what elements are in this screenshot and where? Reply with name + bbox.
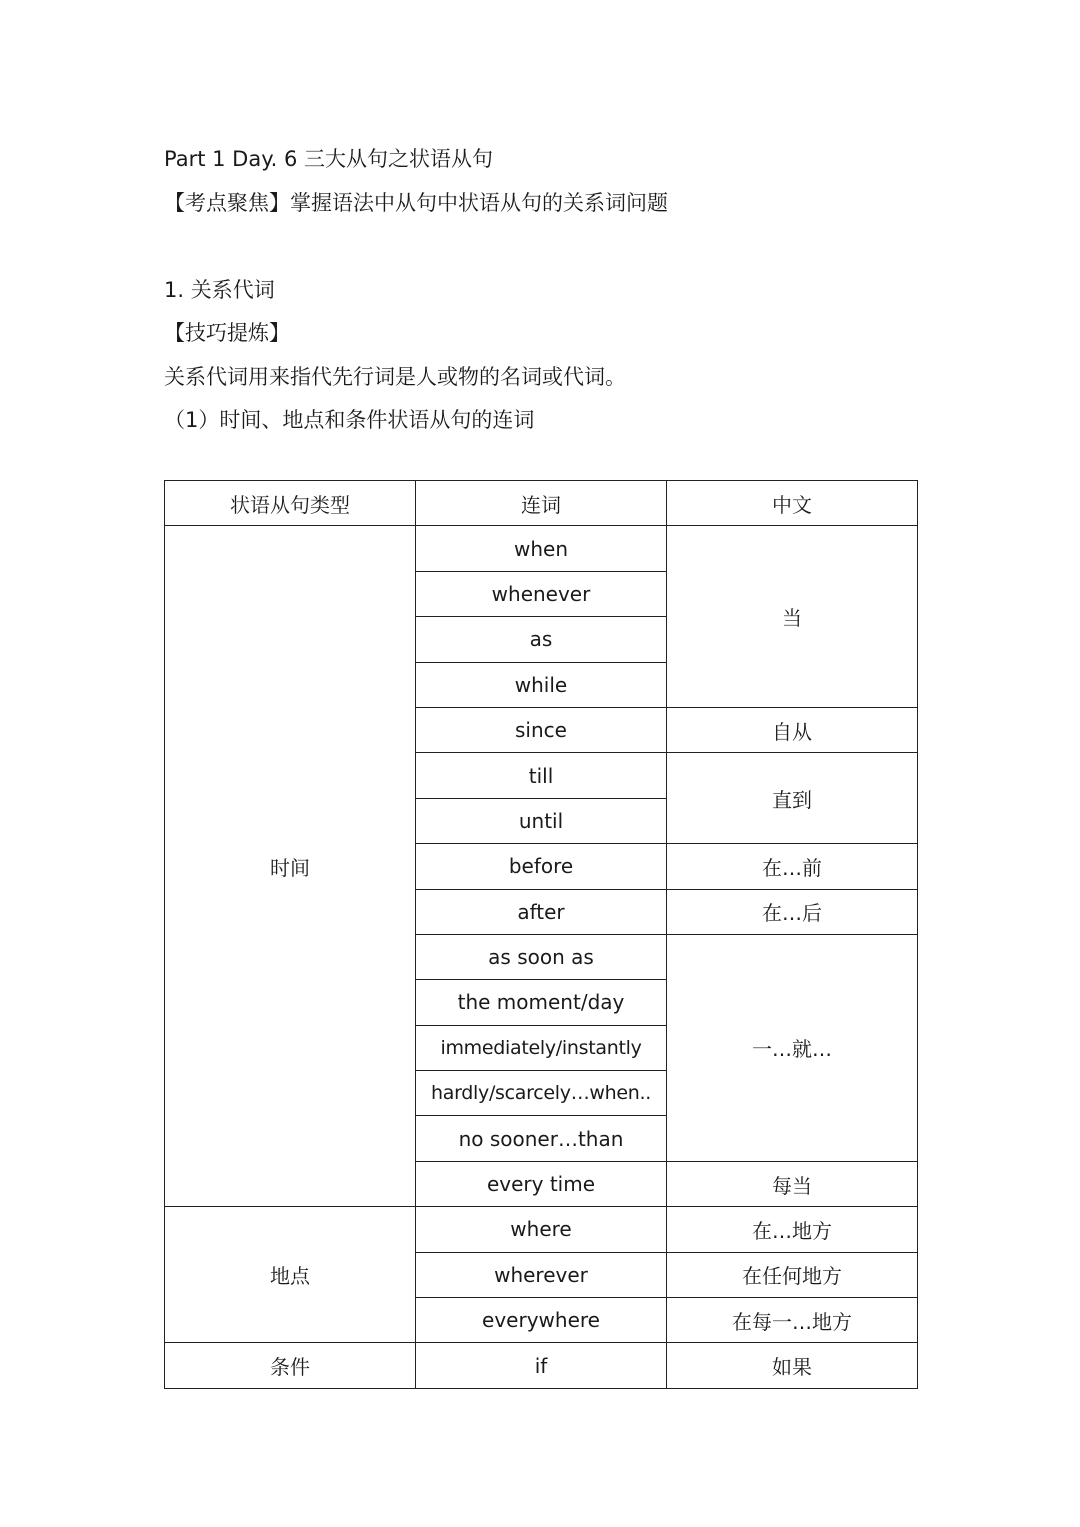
conjunction-cell: after — [416, 889, 667, 934]
conjunction-cell: as soon as — [416, 934, 667, 979]
conjunction-cell: till — [416, 753, 667, 798]
conjunction-cell: before — [416, 844, 667, 889]
conjunction-cell: as — [416, 617, 667, 662]
meaning-cell: 在…后 — [667, 889, 918, 934]
table-row — [165, 1207, 918, 1252]
meaning-cell: 每当 — [667, 1161, 918, 1206]
meaning-cell: 在…地方 — [667, 1207, 918, 1252]
conjunction-cell: no sooner…than — [416, 1116, 667, 1161]
conjunction-table — [164, 480, 918, 1389]
conjunction-cell: immediately/instantly — [416, 1025, 667, 1070]
focus-line: 【考点聚焦】掌握语法中从句中状语从句的关系词问题 — [164, 191, 668, 215]
header-cell-meaning: 中文 — [667, 481, 918, 526]
table-row — [165, 1343, 918, 1388]
meaning-cell: 如果 — [667, 1343, 918, 1388]
conjunction-cell: every time — [416, 1161, 667, 1206]
tips-text: 关系代词用来指代先行词是人或物的名词或代词。 — [164, 365, 626, 389]
table-row — [165, 526, 918, 571]
conjunction-cell: until — [416, 798, 667, 843]
meaning-cell: 在任何地方 — [667, 1252, 918, 1297]
type-cell-condition: 条件 — [165, 1343, 416, 1388]
conjunction-cell: while — [416, 662, 667, 707]
conjunction-cell: hardly/scarcely…when.. — [416, 1071, 667, 1116]
meaning-cell: 自从 — [667, 707, 918, 752]
page-title: Part 1 Day. 6 三大从句之状语从句 — [164, 147, 494, 171]
conjunction-cell: whenever — [416, 571, 667, 616]
section-heading: 1. 关系代词 — [164, 278, 275, 302]
conjunction-cell: if — [416, 1343, 667, 1388]
conjunction-cell: since — [416, 707, 667, 752]
meaning-cell: 当 — [667, 526, 918, 708]
header-cell-type: 状语从句类型 — [165, 481, 416, 526]
conjunction-cell: wherever — [416, 1252, 667, 1297]
table-header-row — [165, 481, 918, 526]
tips-heading: 【技巧提炼】 — [164, 321, 290, 345]
conjunction-cell: when — [416, 526, 667, 571]
conjunction-cell: the moment/day — [416, 980, 667, 1025]
subsection-heading: （1）时间、地点和条件状语从句的连词 — [164, 408, 535, 432]
meaning-cell: 一…就… — [667, 934, 918, 1161]
meaning-cell: 在…前 — [667, 844, 918, 889]
conjunction-cell: everywhere — [416, 1298, 667, 1343]
type-cell-time: 时间 — [165, 526, 416, 1207]
meaning-cell: 直到 — [667, 753, 918, 844]
header-cell-conjunction: 连词 — [416, 481, 667, 526]
meaning-cell: 在每一…地方 — [667, 1298, 918, 1343]
conjunction-cell: where — [416, 1207, 667, 1252]
type-cell-place: 地点 — [165, 1207, 416, 1343]
